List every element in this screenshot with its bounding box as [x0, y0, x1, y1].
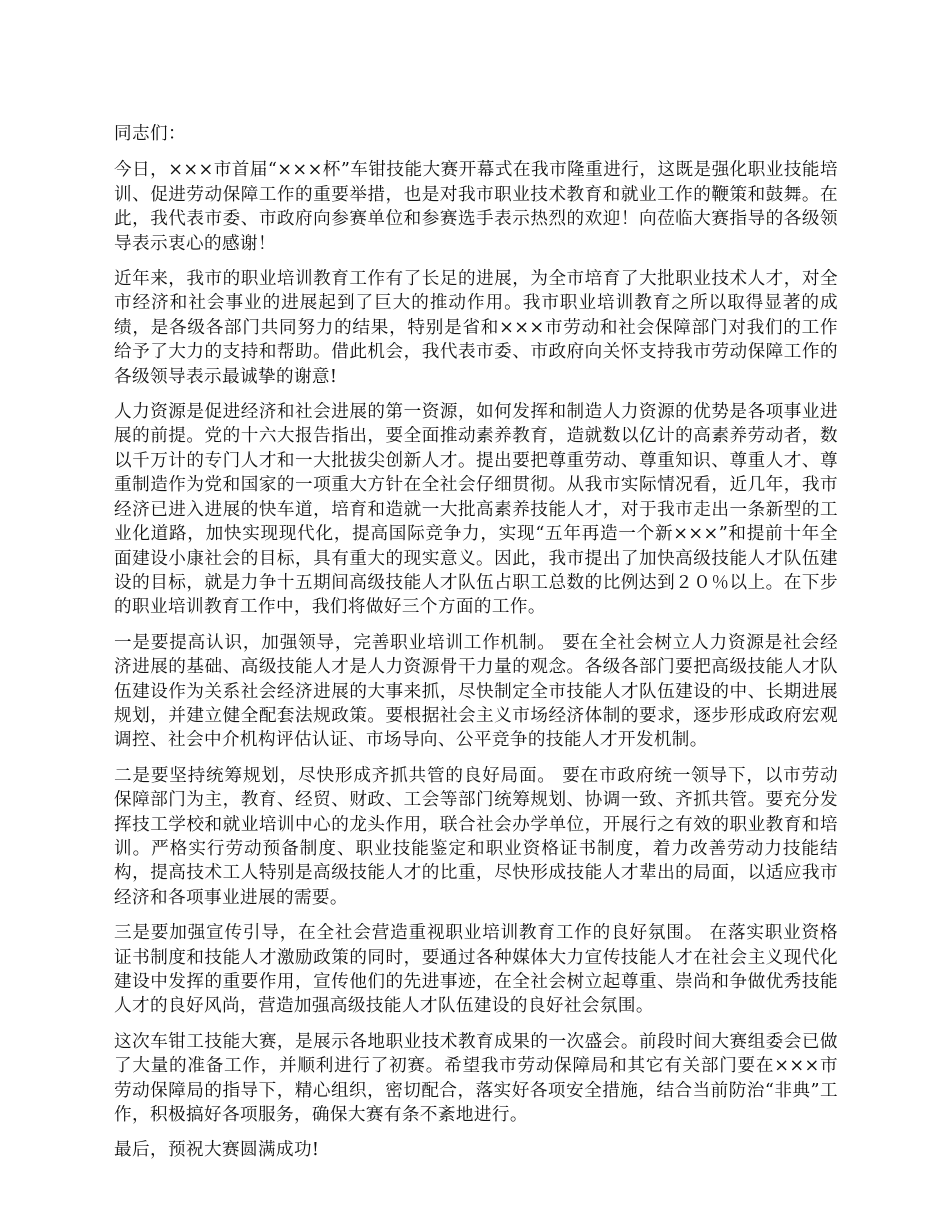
paragraph-welcome: 今日，×××市首届“×××杯”车钳技能大赛开幕式在我市隆重进行，这既是强化职业技能培训、促进劳动保障工作的重要举措，也是对我市职业技术教育和就业工作的鞭策和鼓舞。在此，我代表市委、市政府向参赛单位和参赛选手表示热烈的欢迎！向莅临大赛指导的各级领导表示衷心的感谢！ [114, 160, 838, 254]
paragraph-second-task: 二是要坚持统筹规划，尽快形成齐抓共管的良好局面。 要在市政府统一领导下，以市劳动保障部门为主，教育、经贸、财政、工会等部门统筹规划、协调一致、齐抓共管。要充分发挥技工学校和就业培训中心的龙头作用，联合社会办学单位，开展行之有效的职业教育和培训。严格实行劳动预备制度、职业技能鉴定和职业资格证书制度，着力改善劳动力技能结构，提高技术工人特别是高级技能人才的比重，尽快形成技能人才辈出的局面，以适应我市经济和各项事业进展的需要。 [114, 765, 838, 908]
paragraph-third-task: 三是要加强宣传引导，在全社会营造重视职业培训教育工作的良好氛围。 在落实职业资格证书制度和技能人才激励政策的同时，要通过各种媒体大力宣传技能人才在社会主义现代化建设中发挥的重要作用，宣传他们的先进事迹，在全社会树立起尊重、崇尚和争做优秀技能人才的良好风尚，营造加强高级技能人才队伍建设的良好社会氛围。 [114, 923, 838, 1017]
paragraph-achievements: 近年来，我市的职业培训教育工作有了长足的进展，为全市培育了大批职业技术人才，对全市经济和社会事业的进展起到了巨大的推动作用。我市职业培训教育之所以取得显著的成绩，是各级各部门共同努力的结果，特别是省和×××市劳动和社会保障部门对我们的工作给予了大力的支持和帮助。借此机会，我代表市委、市政府向关怀支持我市劳动保障工作的各级领导表示最诚挚的谢意! [114, 269, 838, 387]
speech-body [114, 122, 838, 1163]
paragraph-first-task: 一是要提高认识，加强领导，完善职业培训工作机制。 要在全社会树立人力资源是社会经济进展的基础、高级技能人才是人力资源骨干力量的观念。各级各部门要把高级技能人才队伍建设作为关系社会经济进展的大事来抓，尽快制定全市技能人才队伍建设的中、长期进展规划，并建立健全配套法规政策。要根据社会主义市场经济体制的要求，逐步形成政府宏观调控、社会中介机构评估认证、市场导向、公平竞争的技能人才开发机制。 [114, 632, 838, 751]
salutation: 同志们： [114, 124, 186, 144]
closing-remark: 最后，预祝大赛圆满成功! [114, 1140, 320, 1161]
paragraph-competition: 这次车钳工技能大赛，是展示各地职业技术教育成果的一次盛会。前段时间大赛组委会已做了大量的准备工作，并顺利进行了初赛。希望我市劳动保障局和其它有关部门要在×××市劳动保障局的指导下，精心组织，密切配合，落实好各项安全措施，结合当前防治“非典”工作，积极搞好各项服务，确保大赛有条不紊地进行。 [114, 1031, 838, 1126]
paragraph-human-resources: 人力资源是促进经济和社会进展的第一资源，如何发挥和制造人力资源的优势是各项事业进展的前提。党的十六大报告指出，要全面推动素养教育，造就数以亿计的高素养劳动者，数以千万计的专门人才和一大批拔尖创新人才。提出要把尊重劳动、尊重知识、尊重人才、尊重制造作为党和国家的一项重大方针在全社会仔细贯彻。从我市实际情况看，近几年，我市经济已进入进展的快车道，培育和造就一大批高素养技能人才，对于我市走出一条新型的工业化道路，加快实现现代化，提高国际竞争力，实现“五年再造一个新×××”和提前十年全面建设小康社会的目标，具有重大的现实意义。因此，我市提出了加快高级技能人才队伍建设的目标，就是力争十五期间高级技能人才队伍占职工总数的比例达到２０％以上。在下步的职业培训教育工作中，我们将做好三个方面的工作。 [114, 402, 838, 618]
